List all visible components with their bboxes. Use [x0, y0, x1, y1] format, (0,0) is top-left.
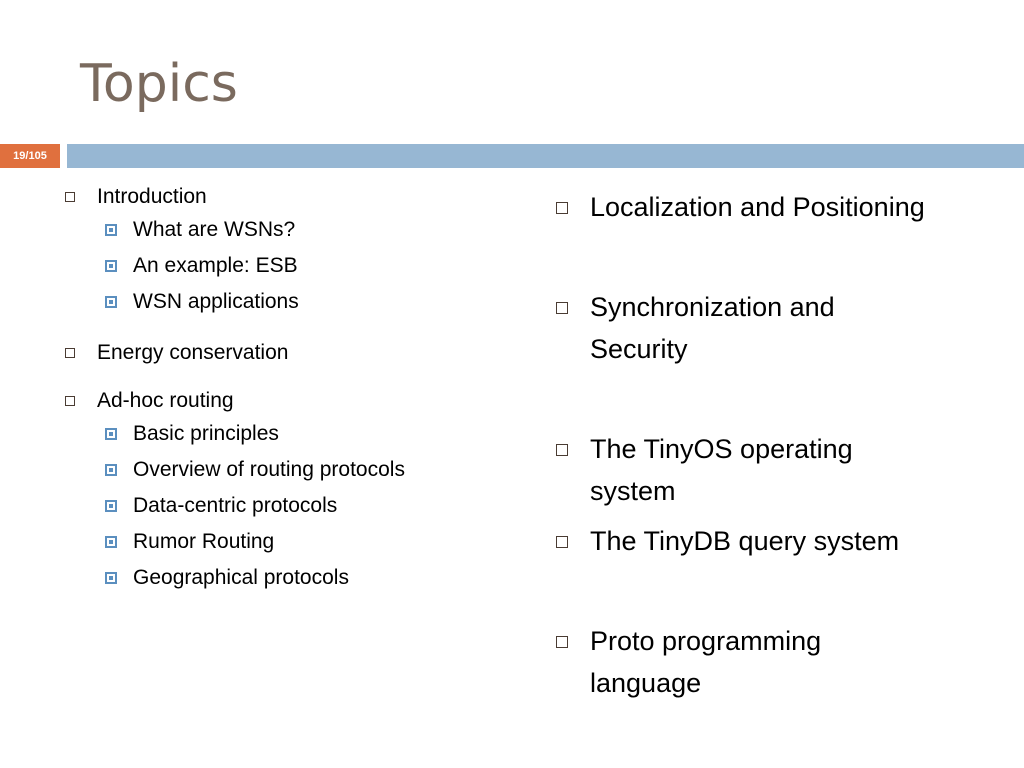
hollow-square-bullet-icon	[65, 192, 75, 202]
hollow-square-bullet-icon	[556, 536, 568, 548]
subtopic-label: Basic principles	[133, 422, 279, 445]
topic-label: Proto programming language	[590, 626, 822, 698]
topic-label: Ad-hoc routing	[97, 389, 234, 412]
topic-label: The TinyDB query system	[590, 526, 900, 556]
spacer	[62, 320, 502, 338]
topic-label: Synchronization and Security	[590, 292, 835, 364]
hollow-square-bullet-icon	[65, 396, 75, 406]
subtopic-item	[62, 488, 502, 524]
subtopic-label: Rumor Routing	[133, 530, 275, 553]
boxed-square-bullet-icon	[105, 536, 117, 548]
boxed-square-bullet-icon	[105, 500, 117, 512]
subtopic-item	[62, 452, 502, 488]
spacer	[552, 512, 1012, 520]
subtopic-item	[62, 416, 502, 452]
hollow-square-bullet-icon	[556, 302, 568, 314]
hollow-square-bullet-icon	[556, 636, 568, 648]
topic-ad-hoc-routing	[62, 386, 502, 416]
boxed-square-bullet-icon	[105, 260, 117, 272]
boxed-square-bullet-icon	[105, 572, 117, 584]
subtopic-label: Data-centric protocols	[133, 494, 338, 517]
subtopic-label: An example: ESB	[133, 254, 298, 277]
subtopic-label: What are WSNs?	[133, 218, 296, 241]
boxed-square-bullet-icon	[105, 296, 117, 308]
subtopic-item	[62, 524, 502, 560]
slide-title: Topics	[80, 54, 238, 114]
subtopic-item	[62, 284, 502, 320]
topic-label: Introduction	[97, 185, 207, 208]
spacer	[552, 562, 1012, 620]
boxed-square-bullet-icon	[105, 224, 117, 236]
topic-introduction	[62, 182, 502, 212]
subtopic-label: WSN applications	[133, 290, 299, 313]
subtopic-item	[62, 560, 502, 596]
topic-label: The TinyOS operating system	[590, 434, 853, 506]
topic-synchronization	[552, 286, 890, 370]
topic-proto	[552, 620, 890, 704]
left-topic-list	[62, 182, 502, 596]
hollow-square-bullet-icon	[556, 202, 568, 214]
subtopic-label: Overview of routing protocols	[133, 458, 405, 481]
hollow-square-bullet-icon	[65, 348, 75, 358]
boxed-square-bullet-icon	[105, 428, 117, 440]
subtopic-item	[62, 212, 502, 248]
title-divider-bar	[67, 144, 1024, 168]
subtopic-label: Geographical protocols	[133, 566, 349, 589]
topic-energy-conservation	[62, 338, 502, 368]
topic-tinydb	[552, 520, 1012, 562]
topic-label: Localization and Positioning	[590, 192, 925, 222]
slide-counter: 19/105	[0, 144, 60, 168]
hollow-square-bullet-icon	[556, 444, 568, 456]
spacer	[552, 228, 1012, 286]
topic-label: Energy conservation	[97, 341, 289, 364]
spacer	[62, 368, 502, 386]
topic-tinyos	[552, 428, 910, 512]
topic-localization	[552, 186, 1012, 228]
spacer	[552, 370, 1012, 428]
boxed-square-bullet-icon	[105, 464, 117, 476]
right-topic-list	[552, 186, 1012, 704]
subtopic-item	[62, 248, 502, 284]
